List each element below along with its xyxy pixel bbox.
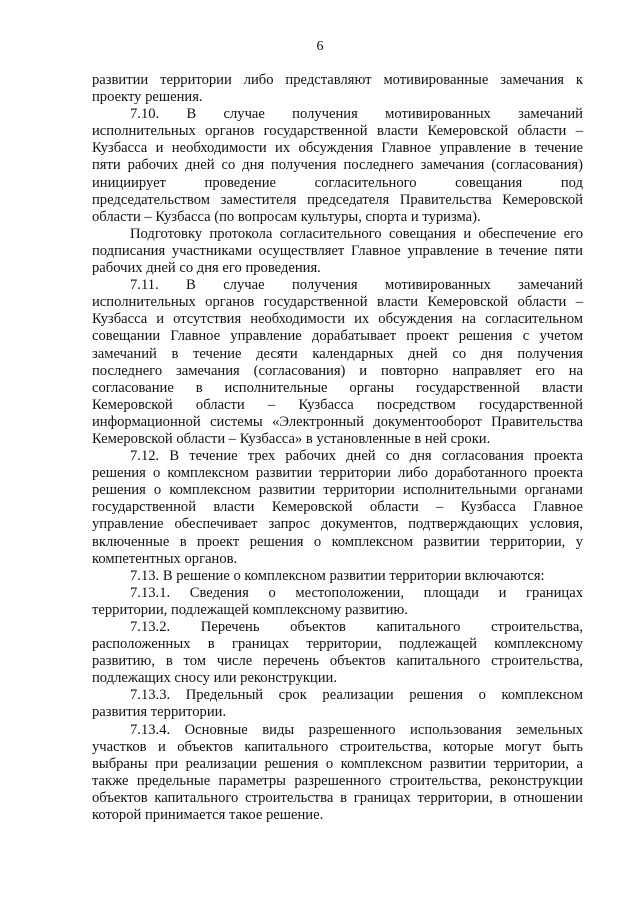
text-line: решения о комплексном развитии территории либо доработанного проекта xyxy=(92,465,583,482)
text-line: рабочих дней со дня его проведения. xyxy=(92,260,321,277)
text-line: Кемеровской области – Кузбасса посредством государственной xyxy=(92,396,583,413)
text-line: Подготовку протокола согласительного совещания и обеспечение его xyxy=(130,225,583,242)
paragraph xyxy=(92,722,583,825)
paragraph xyxy=(92,568,583,585)
paragraph xyxy=(92,585,583,619)
text-line: также предельные параметры разрешенного строительства, реконструкции xyxy=(92,772,583,789)
text-line: области – Кузбасса (по вопросам культуры, спорта и туризма). xyxy=(92,208,481,225)
text-line: исполнительных органов государственной власти Кемеровской области – xyxy=(92,294,583,311)
document-body xyxy=(92,72,583,824)
text-line: которой принимается такое решение. xyxy=(92,807,324,824)
text-line: инициирует проведение согласительного совещания под xyxy=(92,174,583,191)
text-line: пяти рабочих дней со дня получения последнего замечания (согласования) xyxy=(92,157,583,174)
text-line: проекту решения. xyxy=(92,89,203,106)
text-line: управление обеспечивает запрос документов, подтверждающих условия, xyxy=(92,516,583,533)
paragraph xyxy=(92,72,583,106)
text-line: объектов капитального строительства в границах территории, в отношении xyxy=(92,789,583,806)
text-line: подписания участниками осуществляет Главное управление в течение пяти xyxy=(92,242,583,259)
text-line: 7.13.3. Предельный срок реализации решения о комплексном xyxy=(130,687,583,704)
paragraph xyxy=(92,277,583,448)
paragraph xyxy=(92,226,583,277)
paragraph xyxy=(92,106,583,226)
text-line: согласование в исполнительные органы государственной власти xyxy=(92,379,583,396)
text-line: расположенных в границах территории, подлежащей комплексному xyxy=(92,636,583,653)
text-line: развития территории. xyxy=(92,704,227,721)
text-line: выбраны при реализации решения о комплексном развитии территории, а xyxy=(92,755,583,772)
text-line: совещании Главное управление дорабатывает проект решения с учетом xyxy=(92,328,583,345)
text-line: 7.12. В течение трех рабочих дней со дня согласования проекта xyxy=(130,448,583,465)
text-line: последнего замечания (согласования) и повторно направляет его на xyxy=(92,362,583,379)
text-line: замечаний в течение десяти календарных дней со дня получения xyxy=(92,345,583,362)
text-line: развитию, в том числе перечень объектов капитального строительства, xyxy=(92,653,583,670)
text-line: компетентных органов. xyxy=(92,550,238,567)
text-line: 7.13. В решение о комплексном развитии территории включаются: xyxy=(130,567,545,584)
paragraph xyxy=(92,619,583,687)
text-line: Кузбасса и отсутствия необходимости их обсуждения на согласительном xyxy=(92,311,583,328)
text-line: 7.10. В случае получения мотивированных замечаний xyxy=(130,106,583,123)
text-line: государственной власти Кемеровской области – Кузбасса Главное xyxy=(92,499,583,516)
text-line: подлежащих сносу или реконструкции. xyxy=(92,670,337,687)
text-line: исполнительных органов государственной власти Кемеровской области – xyxy=(92,123,583,140)
text-line: Кузбасса и необходимости их обсуждения Главное управление в течение xyxy=(92,140,583,157)
text-line: территории, подлежащей комплексному развитию. xyxy=(92,601,408,618)
text-line: включенные в проект решения о комплексном развитии территории, у xyxy=(92,533,583,550)
paragraph xyxy=(92,448,583,568)
text-line: участков и объектов капитального строительства, которые могут быть xyxy=(92,738,583,755)
page-number: 6 xyxy=(316,39,324,54)
text-line: 7.13.1. Сведения о местоположении, площади и границах xyxy=(130,584,583,601)
text-line: информационной системы «Электронный документооборот Правительства xyxy=(92,413,583,430)
text-line: Кемеровской области – Кузбасса» в установленные в ней сроки. xyxy=(92,430,491,447)
text-line: решения о комплексном развитии территории исполнительными органами xyxy=(92,482,583,499)
text-line: 7.13.2. Перечень объектов капитального строительства, xyxy=(130,619,583,635)
text-line: развитии территории либо представляют мотивированные замечания к xyxy=(92,72,583,88)
text-line: 7.13.4. Основные виды разрешенного использования земельных xyxy=(130,721,583,738)
text-line: 7.11. В случае получения мотивированных замечаний xyxy=(130,277,583,294)
paragraph xyxy=(92,687,583,721)
text-line: председательством заместителя председателя Правительства Кемеровской xyxy=(92,191,583,208)
